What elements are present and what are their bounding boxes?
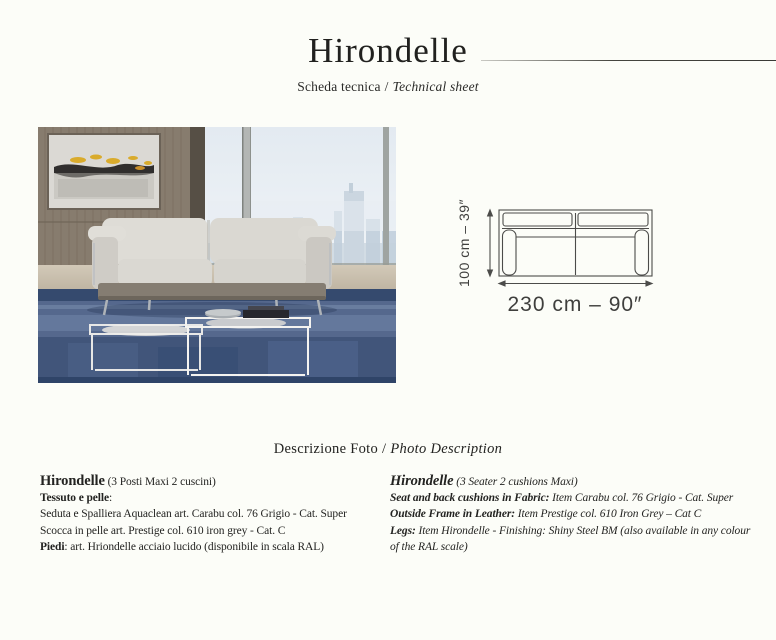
description-line: Legs: Item Hirondelle - Finishing: Shiny Steel BM (also available in any colour (390, 524, 751, 537)
description-line: Outside Frame in Leather: Item Prestige col. 610 Iron Grey – Cat C (390, 508, 702, 521)
description-line: of the RAL scale) (390, 540, 468, 553)
page-subtitle (0, 79, 776, 95)
description-line: Seat and back cushions in Fabric: Item Carabu col. 76 Grigio - Cat. Super (390, 492, 734, 505)
photo-description-heading (0, 441, 776, 458)
page-title: Hirondelle (308, 31, 468, 70)
width-dimension-label: 230 cm – 90″ (507, 293, 643, 316)
width-dimension-arrow (499, 281, 652, 286)
description-line: Tessuto e pelle: (40, 492, 113, 505)
height-dimension-arrow (488, 210, 493, 276)
product-photo (38, 127, 396, 383)
title-rule (481, 60, 776, 61)
abstract-painting (48, 134, 160, 209)
subtitle-english: Technical sheet (392, 79, 479, 94)
description-italian (40, 473, 384, 555)
description-line: Scocca in pelle art. Prestige col. 610 iron grey - Cat. C (40, 524, 286, 537)
height-dimension-label: 100 cm – 39″ (456, 198, 472, 288)
heading-separator: / (382, 441, 387, 457)
description-english (390, 473, 750, 555)
subtitle-italian: Scheda tecnica (297, 79, 381, 94)
subtitle-separator: / (384, 79, 389, 94)
sofa-top-view (499, 210, 652, 276)
heading-english: Photo Description (390, 441, 503, 457)
description-line: Piedi: art. Hriondelle acciaio lucido (disponibile in scala RAL) (40, 540, 324, 553)
product-name-line-en: Hirondelle (3 Seater 2 cushions Maxi) (390, 473, 578, 489)
product-name-line-it: Hirondelle (3 Posti Maxi 2 cuscini) (40, 473, 216, 489)
heading-italian: Descrizione Foto (273, 441, 379, 457)
description-line: Seduta e Spalliera Aquaclean art. Carabu col. 76 Grigio - Cat. Super (40, 508, 347, 521)
books (243, 310, 289, 318)
dimension-diagram (452, 180, 672, 320)
